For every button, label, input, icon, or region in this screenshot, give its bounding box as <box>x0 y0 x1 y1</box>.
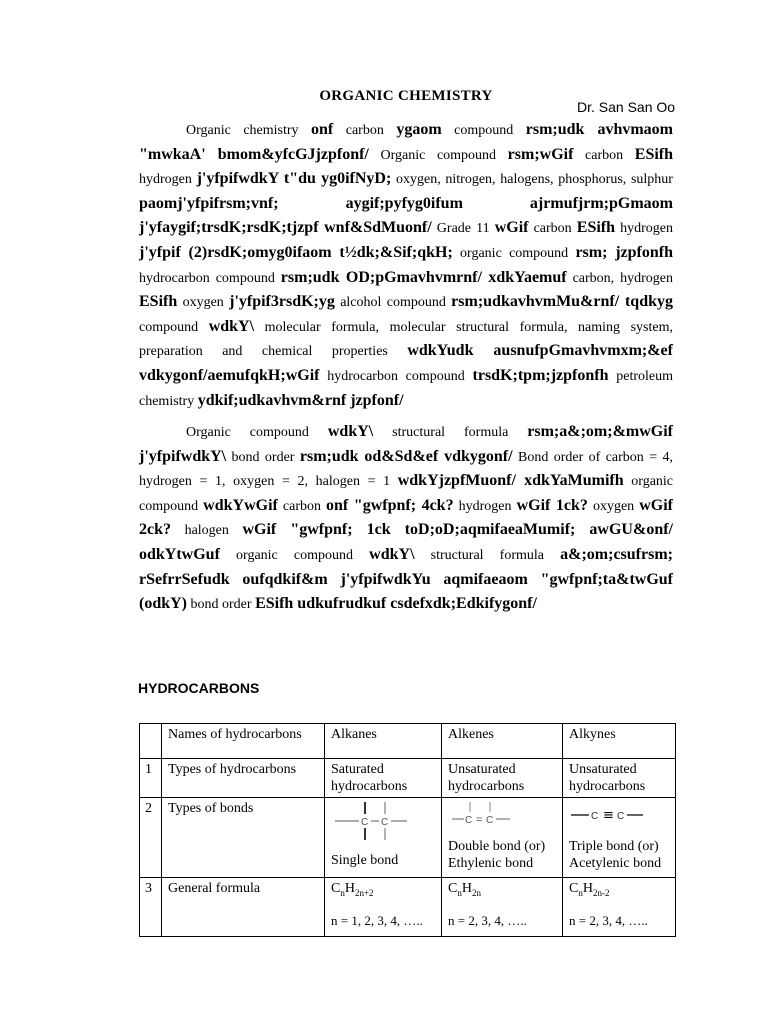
burmese-text-run: rsm; jzpfonfh <box>575 243 673 261</box>
carbon-atom-label: C <box>486 815 494 826</box>
burmese-text-run: wdkY\ <box>327 423 374 440</box>
english-text-run: organic compound <box>452 245 576 261</box>
burmese-text-run: rsm;udk od&Sd&ef vdkygonf/ <box>299 447 513 465</box>
table-header-cell: Alkenes <box>442 724 563 759</box>
english-text-run: organic compound <box>139 474 674 514</box>
general-formula: $C_nH_{2n+2}$ <box>331 881 374 898</box>
row-number: 2 <box>140 798 162 878</box>
alkenes-cell <box>442 878 563 937</box>
english-text-run: oxygen <box>177 295 230 311</box>
row-label: Types of hydrocarbons <box>162 759 325 798</box>
alkynes-cell: Unsaturated hydrocarbons <box>563 759 676 798</box>
english-text-run: carbon <box>528 221 577 237</box>
n-values: n = 1, 2, 3, 4, ….. <box>331 912 423 928</box>
burmese-text-run: rsm;wGif <box>507 145 574 163</box>
single-bond-label: Single bond <box>331 853 399 868</box>
english-text-run: Organic compound <box>186 425 328 440</box>
english-text-run: Grade 11 <box>431 221 495 237</box>
intro-paragraph-text <box>139 123 673 409</box>
n-values: n = 2, 3, 4, ….. <box>569 912 648 928</box>
table-header-cell: Names of hydrocarbons <box>162 724 325 759</box>
burmese-text-run: wdkY\ <box>369 545 415 563</box>
carbon-atom-label: C <box>465 815 473 826</box>
english-text-run: bond order <box>226 449 300 465</box>
english-text-run: hydrogen <box>453 498 517 514</box>
page-title: ORGANIC CHEMISTRY <box>319 88 493 104</box>
alkynes-cell <box>563 798 676 878</box>
burmese-text-run: ESifh <box>634 145 674 163</box>
row-label: Types of bonds <box>162 798 325 878</box>
english-text-run: carbon <box>573 147 635 163</box>
english-text-run: hydrogen <box>615 221 673 237</box>
hydrocarbons-table <box>139 723 676 937</box>
alkanes-cell <box>325 878 442 937</box>
english-text-run: halogen <box>171 523 243 539</box>
table-header-row <box>140 724 676 759</box>
triple-bond-structure <box>569 800 669 826</box>
english-text-run: structural formula <box>414 547 561 563</box>
burmese-text-run: trsdK;tpm;jzpfonfh <box>472 366 609 384</box>
general-formula: $C_nH_{2n}$ <box>448 881 481 898</box>
carbon-atom-label: C <box>361 817 369 828</box>
carbon-atom-label: C <box>591 811 599 822</box>
burmese-text-run: rsm;udk OD;pGmavhvmrnf/ xdkYaemuf <box>280 268 567 286</box>
english-text-run: Organic compound <box>368 147 508 163</box>
burmese-text-run: j'yfpif3rsdK;yg <box>229 293 335 311</box>
english-text-run: carbon <box>333 123 397 138</box>
general-formula: $C_nH_{2n-2}$ <box>569 881 610 898</box>
burmese-text-run: rsm;udkavhvmMu&rnf/ tqdkyg <box>451 293 674 311</box>
burmese-text-run: wGif "gwfpnf; 1ck toD;oD;aqmifaeaMumif; awGU&onf/ odkYtwGuf <box>139 521 673 563</box>
english-text-run: Bond order of carbon = 4, hydrogen = 1, oxygen = 2, halogen = 1 <box>139 449 673 490</box>
english-text-run: carbon, hydrogen <box>566 270 674 286</box>
english-text-run: oxygen <box>587 498 640 514</box>
burmese-text-run: wGif 1ck? <box>516 496 588 514</box>
english-text-run: Organic chemistry <box>186 123 312 138</box>
burmese-text-run: onf <box>311 121 334 138</box>
english-text-run: carbon <box>277 498 327 514</box>
bond-order-paragraph-text <box>139 425 673 612</box>
double-bond-label: Double bond (or) Ethylenic bond <box>448 839 546 871</box>
row-number: 1 <box>140 759 162 798</box>
intro-paragraph <box>139 118 673 413</box>
burmese-text-run: j'yfpifwdkY t"du yg0ifNyD; <box>196 170 392 188</box>
english-text-run: bond order <box>187 597 256 613</box>
row-label: General formula <box>162 878 325 937</box>
table-row <box>140 878 676 937</box>
english-text-run: molecular formula, molecular structural formula, naming system, preparation and chemical properties <box>139 319 673 360</box>
double-bond-structure <box>448 800 548 830</box>
burmese-text-run: wdkYjzpfMuonf/ xdkYaMumifh <box>397 472 624 490</box>
burmese-text-run: ydkif;udkavhvm&rnf jzpfonf/ <box>197 391 404 409</box>
table-row <box>140 759 676 798</box>
burmese-text-run: a&;om;csufrsm; rSefrrSefudk oufqdkif&m j'yfpifwdkYu aqmifaeaom "gwfpnf;ta&twGuf (odkY) <box>139 545 673 613</box>
carbon-atom-label: C <box>617 811 625 822</box>
english-text-run: structural formula <box>373 425 528 440</box>
burmese-text-run: j'yfpif (2)rsdK;omyg0ifaom t½dk;&Sif;qkH; <box>139 243 453 261</box>
triple-bond-label: Triple bond (or) Acetylenic bond <box>569 839 662 871</box>
table-row <box>140 798 676 878</box>
burmese-text-run: ESifh <box>576 219 616 237</box>
n-values: n = 2, 3, 4, ….. <box>448 912 527 928</box>
english-text-run: alcohol compound <box>334 295 452 311</box>
english-text-run: oxygen, nitrogen, halogens, phosphorus, sulphur <box>391 172 673 188</box>
double-bond-glyph: = <box>476 814 483 826</box>
english-text-run: compound <box>441 123 526 138</box>
burmese-text-run: paomj'yfpifrsm;vnf; aygif;pyfyg0ifum ajrmufjrm;pGmaom j'yfaygif;trsdK;rsdK;tjzpf wnf&SdMuonf/ <box>139 194 673 237</box>
alkynes-cell <box>563 878 676 937</box>
table-header-cell: Alkanes <box>325 724 442 759</box>
alkenes-cell: Unsaturated hydrocarbons <box>442 759 563 798</box>
burmese-text-run: wdkYudk ausnufpGmavhvmxm;&ef vdkygonf/aemufqkH;wGif <box>139 342 673 384</box>
alkenes-cell <box>442 798 563 878</box>
author-name: Dr. San San Oo <box>577 99 676 115</box>
english-text-run: hydrocarbon compound <box>139 270 281 286</box>
english-text-run: petroleum chemistry <box>139 368 674 409</box>
burmese-text-run: wdkY\ <box>208 317 255 335</box>
burmese-text-run: ESifh udkufrudkuf csdefxdk;Edkifygonf/ <box>255 595 537 613</box>
row-number: 3 <box>140 878 162 937</box>
single-bond-structure <box>331 800 431 842</box>
alkanes-cell: Saturated hydrocarbons <box>325 759 442 798</box>
burmese-text-run: wdkYwGif <box>203 496 278 514</box>
burmese-text-run: ygaom <box>396 121 442 138</box>
burmese-text-run: rsm;a&;om;&mwGif j'yfpifwdkY\ <box>139 423 673 465</box>
burmese-text-run: wGif 2ck? <box>139 496 673 539</box>
english-text-run: organic compound <box>219 547 370 563</box>
table-header-cell <box>140 724 162 759</box>
triple-bond-glyph: ≡ <box>603 808 614 823</box>
bond-order-paragraph <box>139 420 673 617</box>
english-text-run: compound <box>139 319 209 335</box>
carbon-atom-label: C <box>381 817 389 828</box>
table-header-cell: Alkynes <box>563 724 676 759</box>
burmese-text-run: onf "gwfpnf; 4ck? <box>326 496 454 514</box>
burmese-text-run: rsm;udk avhvmaom "mwkaA' bmom&yfcGJjzpfonf/ <box>139 121 673 163</box>
burmese-text-run: ESifh <box>139 293 178 311</box>
section-heading-hydrocarbons: HYDROCARBONS <box>138 680 260 696</box>
alkanes-cell <box>325 798 442 878</box>
english-text-run: hydrogen <box>139 172 197 188</box>
burmese-text-run: wGif <box>494 219 529 237</box>
english-text-run: hydrocarbon compound <box>319 368 473 384</box>
